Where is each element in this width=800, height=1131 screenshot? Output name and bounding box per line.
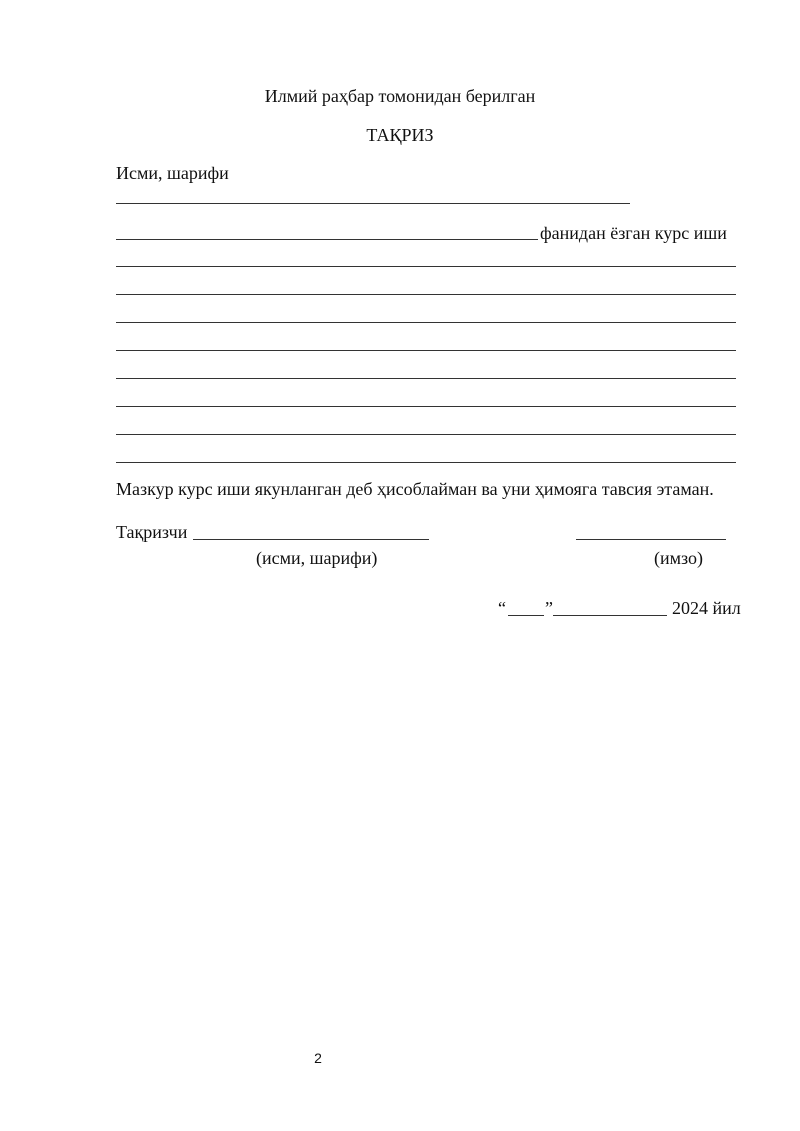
date-month-line[interactable]	[553, 615, 667, 616]
subject-line[interactable]	[116, 239, 538, 240]
review-line-6[interactable]	[116, 406, 736, 407]
subject-suffix: фанидан ёзган курс иши	[540, 223, 727, 243]
review-line-2[interactable]	[116, 294, 736, 295]
date-close-quote: ”	[545, 598, 553, 618]
review-line-5[interactable]	[116, 378, 736, 379]
document-subtitle: Илмий раҳбар томонидан берилган	[264, 86, 536, 106]
name-caption: (исми, шарифи)	[256, 548, 378, 568]
conclusion-text: Мазкур курс иши якунланган деб ҳисоблайман ва уни ҳимояга тавсия этаман.	[116, 479, 714, 499]
name-label: Исми, шарифи	[116, 163, 229, 183]
review-line-3[interactable]	[116, 322, 736, 323]
date-year: 2024 йил	[672, 598, 741, 618]
date-day-line[interactable]	[508, 615, 544, 616]
date-open-quote: “	[498, 598, 506, 618]
review-line-7[interactable]	[116, 434, 736, 435]
signature-line[interactable]	[576, 539, 726, 540]
page-number: 2	[314, 1050, 322, 1066]
review-line-4[interactable]	[116, 350, 736, 351]
reviewer-label: Тақризчи	[116, 522, 188, 542]
signature-caption: (имзо)	[654, 548, 704, 568]
name-line[interactable]	[116, 203, 630, 204]
review-line-8[interactable]	[116, 462, 736, 463]
reviewer-name-line[interactable]	[193, 539, 429, 540]
review-line-1[interactable]	[116, 266, 736, 267]
document-title: ТАҚРИЗ	[366, 125, 434, 145]
